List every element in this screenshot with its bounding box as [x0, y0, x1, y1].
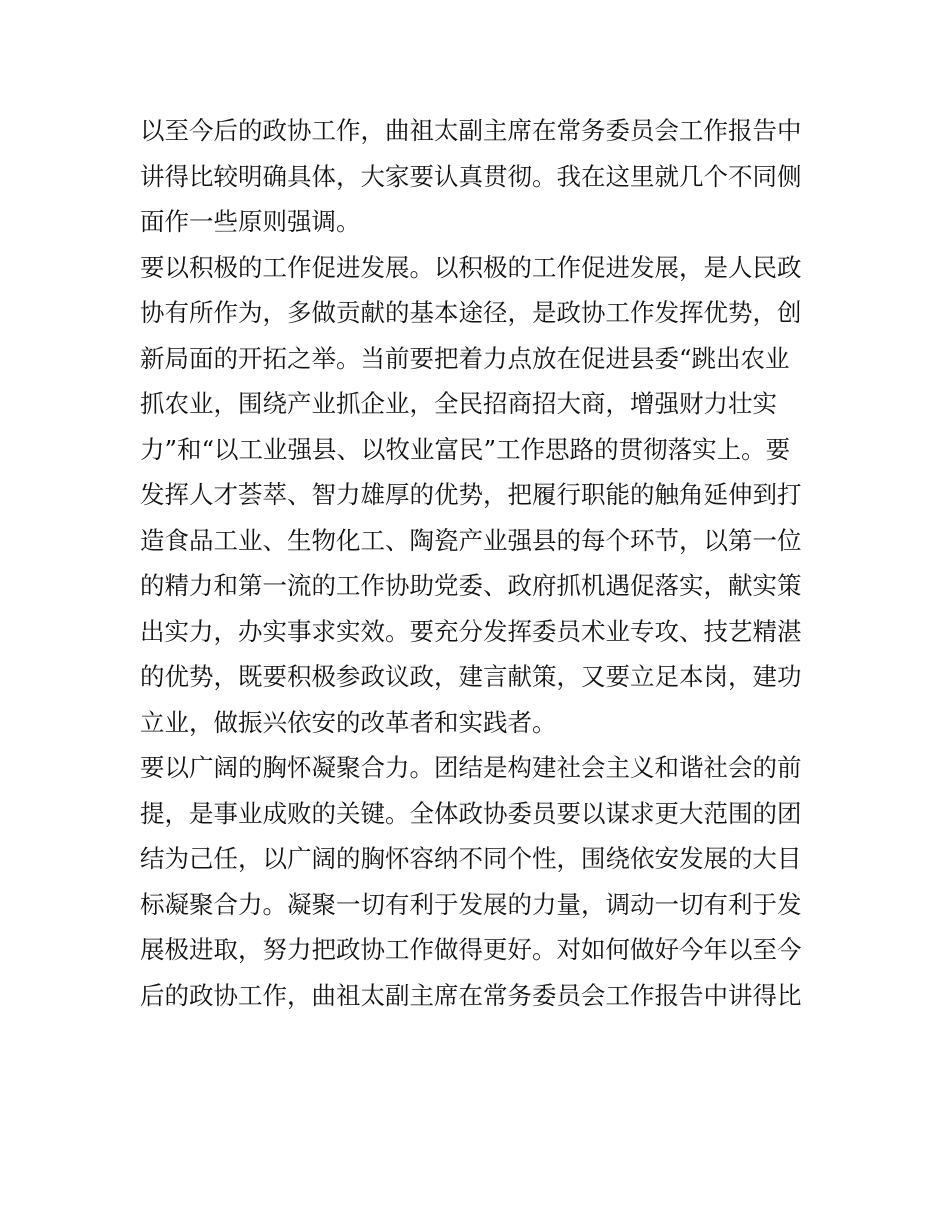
text-line: 出实力，办实事求实效。要充分发挥委员术业专攻、技艺精湛: [140, 616, 802, 646]
text-line: 讲得比较明确具体，大家要认真贯彻。我在这里就几个不同侧: [140, 161, 802, 191]
text-line: 协有所作为，多做贡献的基本途径，是政协工作发挥优势，创: [140, 298, 802, 327]
text-line: 后的政协工作，曲祖太副主席在常务委员会工作报告中讲得比: [140, 980, 802, 1010]
text-line: 发挥人才荟萃、智力雄厚的优势，把履行职能的触角延伸到打: [140, 480, 802, 509]
text-line: 结为己任，以广阔的胸怀容纳不同个性，围绕依安发展的大目: [140, 844, 802, 873]
body-text: [140, 108, 820, 1018]
text-line: 展极进取，努力把政协工作做得更好。对如何做好今年以至今: [140, 935, 802, 964]
text-line: 提，是事业成败的关键。全体政协委员要以谋求更大范围的团: [140, 798, 802, 828]
text-line: 抓农业，围绕产业抓企业，全民招商招大商，增强财力壮实: [140, 389, 777, 418]
text-line: 造食品工业、生物化工、陶瓷产业强县的每个环节，以第一位: [140, 525, 802, 555]
text-line: 的精力和第一流的工作协助党委、政府抓机遇促落实，献实策: [140, 571, 802, 600]
text-line: 以至今后的政协工作，曲祖太副主席在常务委员会工作报告中: [140, 116, 802, 145]
text-line: 新局面的开拓之举。当前要把着力点放在促进县委“跳出农业: [140, 343, 790, 373]
text-line: 面作一些原则强调。: [140, 207, 361, 236]
text-line: 立业，做振兴依安的改革者和实践者。: [140, 707, 557, 737]
text-line: 标凝聚合力。凝聚一切有利于发展的力量，调动一切有利于发: [140, 889, 802, 919]
text-line: 的优势，既要积极参政议政，建言献策，又要立足本岗，建功: [140, 662, 802, 691]
text-line: 要以广阔的胸怀凝聚合力。团结是构建社会主义和谐社会的前: [140, 753, 802, 782]
text-line: 力”和“以工业强县、以牧业富民”工作思路的贯彻落实上。要: [140, 434, 791, 464]
text-line: 要以积极的工作促进发展。以积极的工作促进发展，是人民政: [140, 252, 802, 282]
